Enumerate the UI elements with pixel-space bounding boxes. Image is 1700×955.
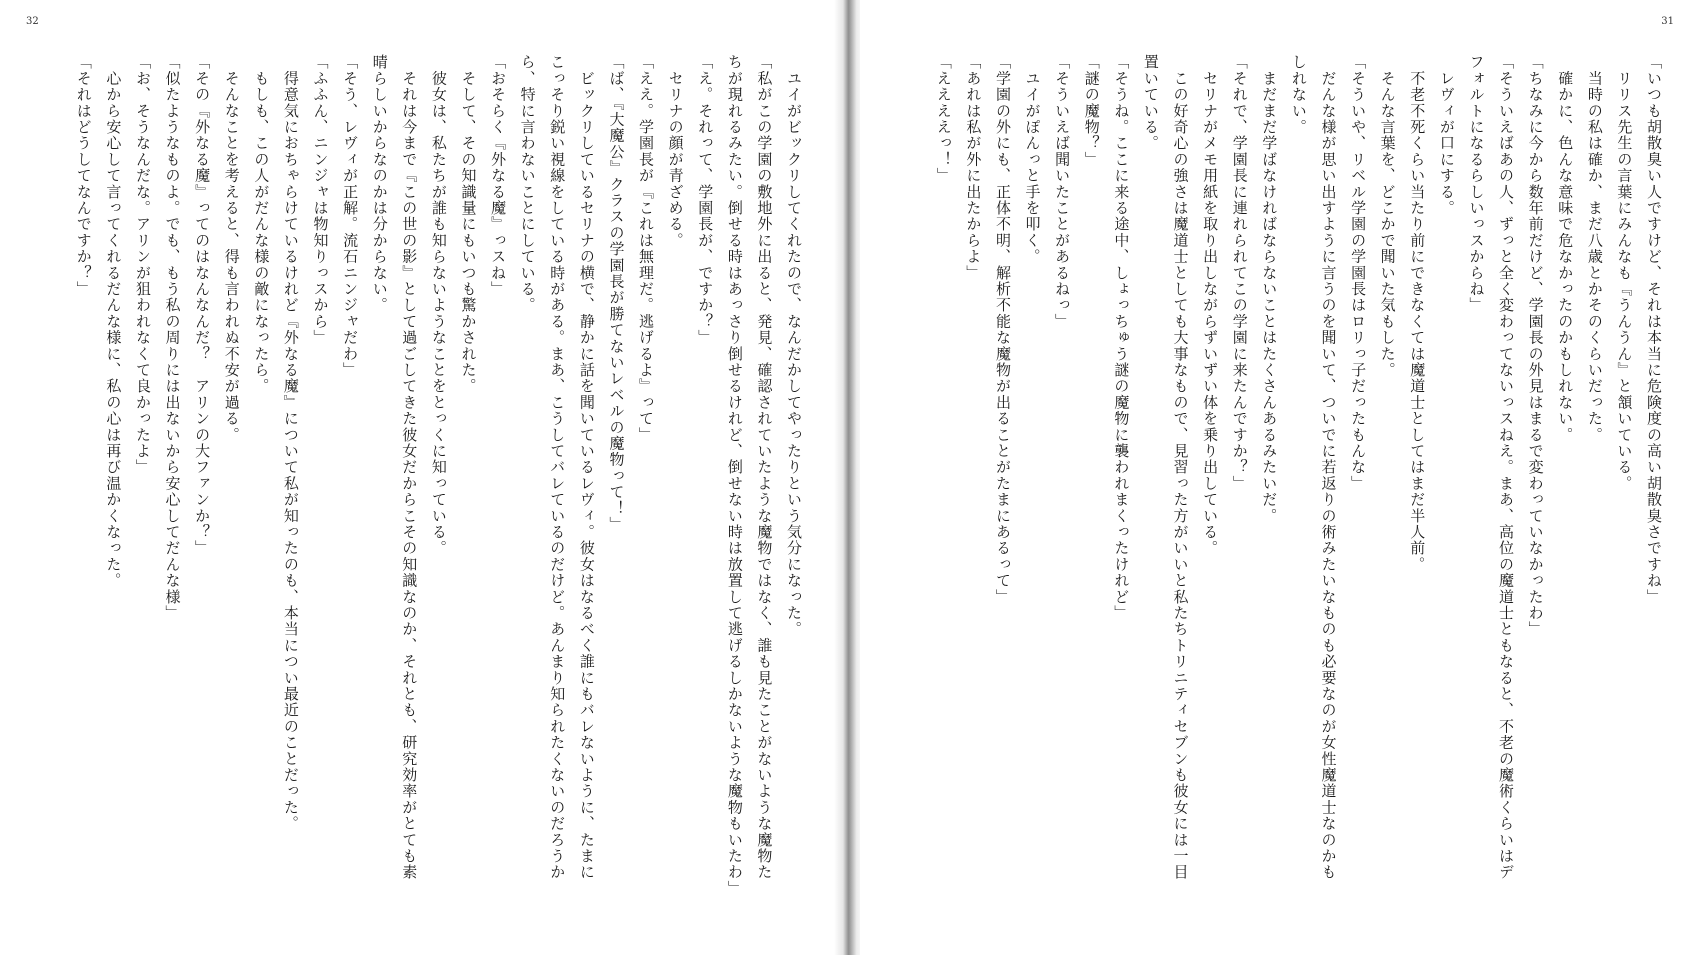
text-line: 「ふふん、ニンジャは物知りっスから」 <box>311 54 330 346</box>
text-line: 「いつも胡散臭い人ですけど、それは本当に危険度の高い胡散臭さですね」 <box>1645 54 1663 605</box>
text-line: 「そうね。ここに来る途中、しょっちゅう謎の魔物に襲われまくったけれど」 <box>1112 54 1131 621</box>
text-line: そんなことを考えると、得も言われぬ不安が過る。 <box>222 54 241 443</box>
text-line: 「私がこの学園の敷地外に出ると、発見、確認されていたような魔物ではなく、誰も見たことがないような魔物た <box>755 54 774 881</box>
text-line: 彼女は、私たちが誰も知らないようなことをとっくに知っている。 <box>429 54 448 557</box>
text-line: そして、その知識量にもいつも驚かされた。 <box>459 54 478 395</box>
text-line: 「謎の魔物？」 <box>1082 54 1101 168</box>
text-line: ちが現れるみたい。倒せる時はあっさり倒せるけれど、倒せない時は放置して逃げるしかないような魔物もいたわ」 <box>725 54 744 897</box>
text-line: レヴィが口にする。 <box>1437 54 1456 216</box>
right-page <box>860 0 1700 955</box>
text-line: 置いている。 <box>1141 54 1160 152</box>
text-line: 「あれは私が外に出たからよ」 <box>964 54 983 281</box>
text-line: 当時の私は確か、まだ八歳とかそのくらいだった。 <box>1585 54 1604 443</box>
text-line: 「学園の外にも、正体不明、解析不能な魔物が出ることがたまにあるって」 <box>993 54 1012 605</box>
text-line: 「ば、『大魔公』クラスの学園長が勝てないレベルの魔物って！」 <box>607 54 626 533</box>
page-number: 32 <box>26 16 39 27</box>
text-line: 「お、そうなんだな。アリンが狙われなくて良かったよ」 <box>133 54 152 476</box>
text-line: 「そういや、リベル学園の学園長はロリっ子だったもんな」 <box>1349 54 1368 492</box>
text-line: この好奇心の強さは魔道士としても大事なもので、見習った方がいいと私たちトリニティセブンも彼女には一目 <box>1171 54 1190 881</box>
text-line: ビックリしているセリナの横で、静かに話を聞いているレヴィ。彼女はなるべく誰にもバレないように、たまに <box>577 54 596 881</box>
text-line: ら、特に言わないことにしている。 <box>518 54 537 314</box>
text-line: 「似たようなものよ。でも、もう私の周りには出ないから安心してだんな様」 <box>163 54 182 621</box>
text-line: まだまだ学ばなければならないことはたくさんあるみたいだ。 <box>1260 54 1279 524</box>
text-line: 「それで、学園長に連れられてこの学園に来たんですか？」 <box>1230 54 1249 492</box>
text-line: それは今まで『この世の影』として過ごしてきた彼女だからこその知識なのか、それとも、研究効率がとても素 <box>400 54 419 881</box>
text-line: フォルトになるらしいっスからね」 <box>1467 54 1486 314</box>
text-line: 「それはどうしてなんですか？」 <box>74 54 93 297</box>
text-line: こっそり鋭い視線をしている時がある。まあ、こうしてバレているのだけど。あんまり知られたくないのだろうか <box>548 54 567 881</box>
text-line: 晴らしいからなのかは分からない。 <box>370 54 389 314</box>
text-line: 得意気におちゃらけているけれど『外なる魔』について私が知ったのも、本当につい最近のことだった。 <box>281 54 300 832</box>
left-page <box>0 0 840 955</box>
body-text <box>898 54 1668 934</box>
text-line: 「そう、レヴィが正解。流石ニンジャだわ」 <box>341 54 360 378</box>
text-line: 「え。それって、学園長が、ですか？」 <box>696 54 715 346</box>
text-line: だんな様が思い出すように言うのを聞いて、ついでに若返りの術みたいなものも必要なのが女性魔道士なのかも <box>1319 54 1338 881</box>
text-line: 「そういえばあの人、ずっと全く変わってないっスねえ。まあ、高位の魔道士ともなると、不老の魔術くらいはデ <box>1497 54 1516 881</box>
text-line: ユイがぽんっと手を叩く。 <box>1023 54 1042 265</box>
text-line: 「そういえば聞いたことがあるねっ」 <box>1053 54 1072 330</box>
text-line: 「ええ。学園長が『これは無理だ。逃げるよ』って」 <box>637 54 656 443</box>
text-line: セリナがメモ用紙を取り出しながらずいずい体を乗り出している。 <box>1201 54 1220 557</box>
text-line: しれない。 <box>1289 54 1308 135</box>
text-line: 確かに、色んな意味で危なかったのかもしれない。 <box>1556 54 1575 443</box>
body-text <box>38 54 808 934</box>
text-line: 「ええええっ！」 <box>934 54 953 184</box>
text-line: リリス先生の言葉にみんなも『うんうん』と頷いている。 <box>1615 54 1634 492</box>
page-number: 31 <box>1661 16 1674 27</box>
text-line: 「おそらく『外なる魔』っスね」 <box>489 54 508 297</box>
text-line: 「ちなみに今から数年前だけど、学園長の外見はまるで変わっていなかったわ」 <box>1526 54 1545 638</box>
text-line: 心から安心して言ってくれるだんな様に、私の心は再び温かくなった。 <box>104 54 123 589</box>
text-line: もしも、この人がだんな様の敵になったら。 <box>252 54 271 395</box>
text-line: セリナの顔が青ざめる。 <box>666 54 685 249</box>
text-line: そんな言葉を、どこかで聞いた気もした。 <box>1378 54 1397 378</box>
text-line: 「その『外なる魔』ってのはなんなんだ？ アリンの大ファンか？」 <box>193 54 212 557</box>
text-line: ユイがビックリしてくれたので、なんだかしてやったりという気分になった。 <box>785 54 803 638</box>
text-line: 不老不死くらい当たり前にできなくては魔道士としてはまだ半人前。 <box>1408 54 1427 573</box>
